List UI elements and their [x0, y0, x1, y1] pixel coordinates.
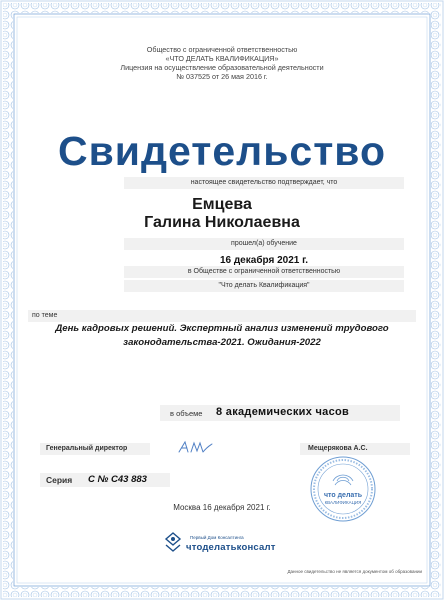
issuer-line: «ЧТО ДЕЛАТЬ КВАЛИФИКАЦИЯ» [165, 54, 279, 63]
issuer-line: № 037525 от 26 мая 2016 г. [176, 72, 268, 81]
footnote: Данное свидетельство не является документом об образовании [287, 569, 422, 574]
topic-label: по теме [32, 312, 58, 319]
org-text: в Обществе с ограниченной ответственностью [187, 268, 341, 275]
logo-wordmark-part1: чтоделать [186, 542, 237, 553]
recipient-given-names: Галина Николаевна [144, 214, 300, 231]
issuer-line: Лицензия на осуществление образовательной деятельности [120, 63, 324, 72]
training-date: 16 декабря 2021 г. [219, 255, 309, 266]
logo-wordmark-part2: консалт [236, 542, 276, 553]
seal-line2: КВАЛИФИКАЦИЯ [324, 500, 362, 505]
company-logo [162, 531, 302, 559]
hours-value: 8 академических часов [216, 406, 350, 418]
logo-tagline: Первый Дом Консалтинга [190, 535, 244, 540]
issuer-block [0, 45, 444, 81]
recipient-name [0, 196, 444, 232]
org-name: "Что делать Квалификация" [218, 282, 310, 289]
director-name: Мещерякова А.С. [308, 445, 368, 452]
course-title-line: День кадровых решений. Экспертный анализ изменений трудового [55, 323, 389, 334]
place-date: Москва 16 декабря 2021 г. [173, 503, 271, 512]
recipient-surname: Емцева [192, 196, 252, 213]
signature-icon [176, 438, 216, 456]
seal-icon [309, 455, 377, 523]
director-label: Генеральный директор [46, 445, 128, 452]
document-title: Свидетельство [57, 128, 387, 174]
course-title [52, 322, 392, 350]
hours-label: в объеме [170, 409, 203, 418]
series-value: С № С43 883 [88, 474, 147, 485]
topic-strip [28, 310, 416, 322]
course-title-line: законодательства-2021. Ожидания-2022 [123, 337, 321, 348]
series-label: Серия [46, 475, 73, 485]
trained-text: прошел(а) обучение [231, 240, 297, 247]
seal-line1: что делать [323, 492, 363, 499]
logo-mark-icon [162, 531, 184, 557]
confirm-text: настоящее свидетельство подтверждает, что [190, 179, 338, 186]
issuer-line: Общество с ограниченной ответственностью [146, 45, 298, 54]
logo-wordmark [186, 542, 276, 553]
